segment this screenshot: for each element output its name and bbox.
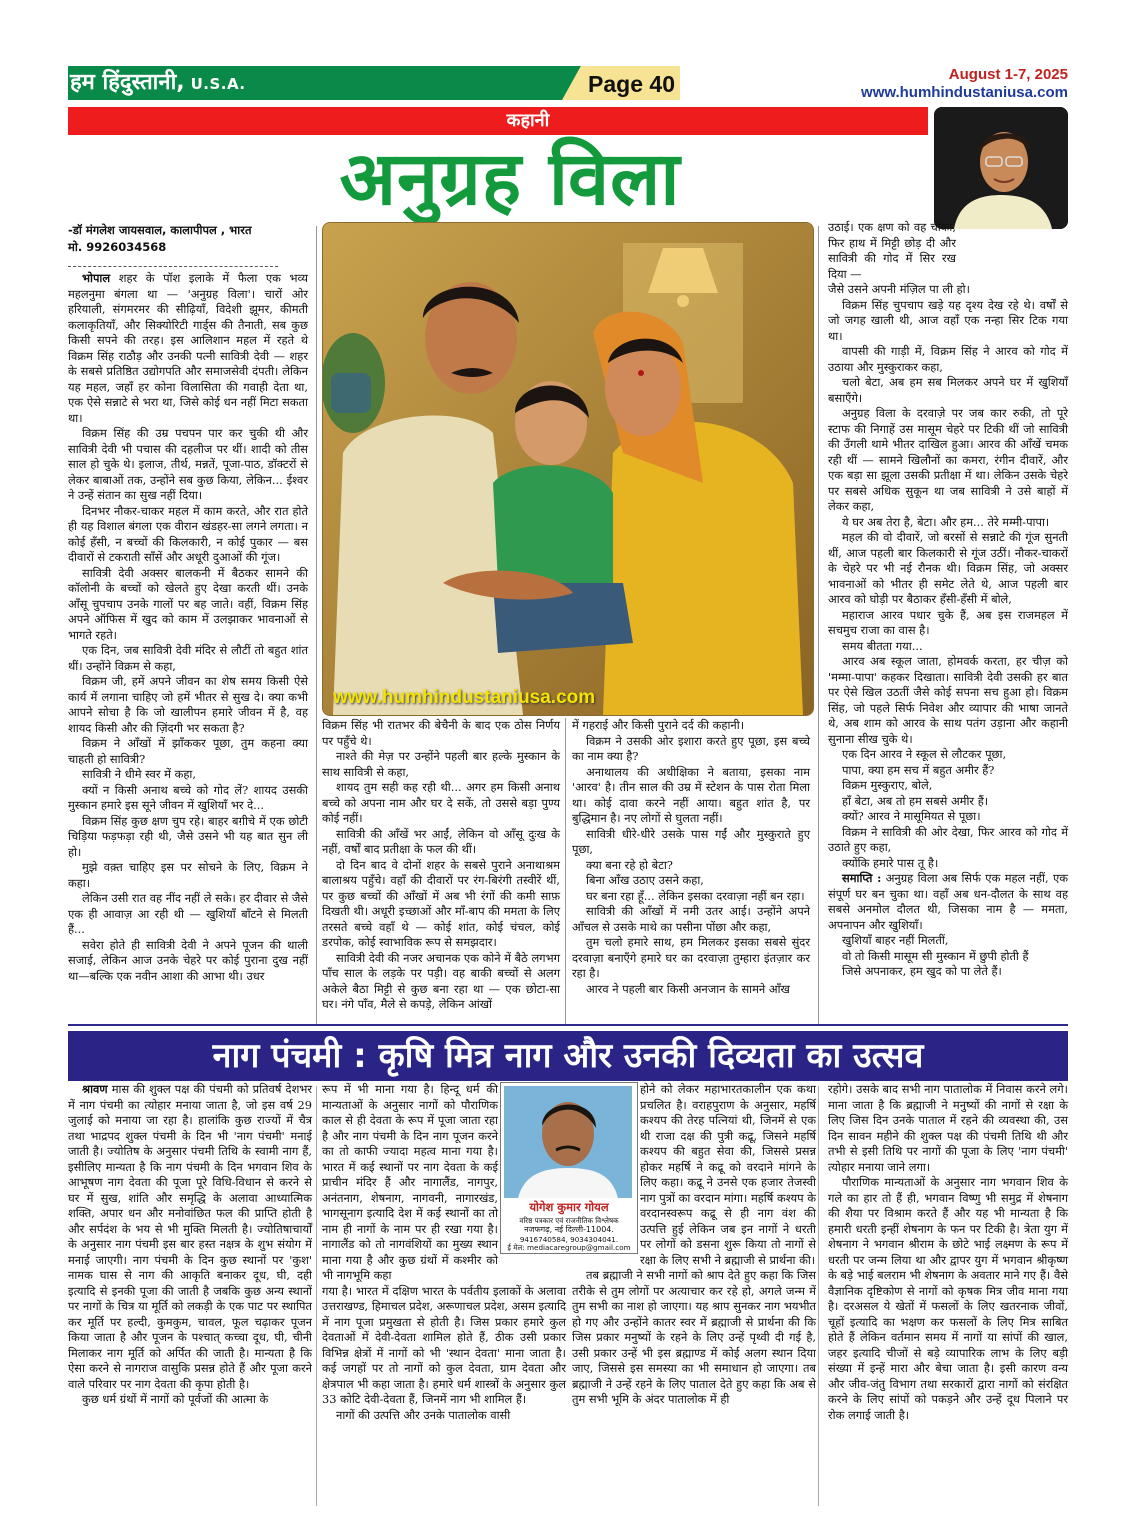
story-paragraph: विक्रम ने सावित्री की ओर देखा, फिर आरव को गोद में उठाते हुए कहा, — [828, 824, 1068, 854]
issue-date: August 1-7, 2025 — [948, 66, 1068, 83]
story-headline: अनुग्रह विला — [339, 136, 681, 222]
story-paragraph: एक दिन आरव ने स्कूल से लौटकर पूछा, — [842, 747, 1007, 761]
verse-line: खुशियाँ बाहर नहीं मिलतीं, — [842, 933, 949, 947]
story-column-4 — [828, 220, 1068, 980]
byline-divider — [68, 266, 278, 267]
story-paragraph: हाँ बेटा, अब तो हम सबसे अमीर हैं। — [842, 793, 989, 808]
newspaper-logo — [70, 68, 246, 98]
byline: -डॉ मंगलेश जायसवाल, कालापीपल , भारत — [68, 223, 252, 237]
writer-name: योगेश कुमार गोयल — [529, 1200, 609, 1214]
story-paragraph: विक्रम जी, हमें अपने जीवन का शेष समय किसी ऐसे कार्य में लगाना चाहिए जो हमें भीतर से सुख दे। क्या कभी आपने सोचा है कि जो खालीपन हमारे जीवन में है, वह शायद किसी और की ज़िंदगी भर सकता है? — [68, 674, 308, 735]
story-paragraph: महल की वो दीवारें, जो बरसों से सन्नाटे की गूंज सुनती थीं, आज पहली बार किलकारी से गूंज उठीं। नौकर-चाकरों के चेहरे पर भी नई रौनक थी। विक्रम सिंह, जो अक्सर भावनाओं को भीतर ही समेट लेते थे, आज पहली बार आरव को घोड़ी पर बैठाकर हँसी-हँसी में बोले, — [828, 530, 1068, 606]
story-paragraph: उठाई। एक क्षण को वह चौंका, फिर हाथ में मिट्टी छोड़ दी और सावित्री की गोद में सिर रख दिया — — [828, 220, 956, 281]
story-paragraph: विक्रम सिंह चुपचाप खड़े यह दृश्य देख रहे थे। वर्षों से जो जगह खाली थी, आज वहाँ एक नन्हा सिर टिक गया था। — [828, 297, 1068, 343]
column-divider — [818, 1086, 819, 1506]
story-paragraph: नाश्ते की मेज़ पर उन्होंने पहली बार हल्के मुस्कान के साथ सावित्री से कहा, — [322, 749, 560, 779]
article-paragraph: कुछ धर्म ग्रंथों में नागों को पूर्वजों की आत्मा के — [82, 1392, 269, 1406]
section-label-text: कहानी — [506, 110, 550, 131]
story-paragraph: मुझे वक़्त चाहिए इस पर सोचने के लिए, विक्रम ने कहा। — [68, 860, 308, 890]
column-divider — [316, 1086, 317, 1506]
writer-phones: 9416740584, 9034304041. — [519, 1235, 619, 1244]
story-paragraph: वापसी की गाड़ी में, विक्रम सिंह ने आरव को गोद में उठाया और मुस्कुराकर कहा, — [828, 344, 1068, 374]
story-paragraph — [68, 271, 308, 426]
column-divider — [818, 226, 819, 1026]
story-paragraph: सावित्री देवी की नजर अचानक एक कोने में बैठे लगभग पाँच साल के लड़के पर पड़ी। वह बाकी बच्चों से अलग अकेले बैठा मिट्टी से कुछ बना रहा था — एक छोटा-सा घर। नंगे पाँव, मैले से कपड़े, लेकिन आंखों — [322, 950, 560, 1011]
author-photo — [934, 107, 1068, 229]
image-watermark: www.humhindustaniusa.com — [333, 687, 596, 708]
article-paragraph: होने को लेकर महाभारतकालीन एक कथा प्रचलित है। वराहपुराण के अनुसार, महर्षि कश्यप की तेरह पत्नियां थी, जिनमें से एक थी राजा दक्ष की पुत्री कद्रू, जिसने महर्षि कश्यप की बहुत सेवा की, जिससे प्रसन्न होकर महर्षि ने कद्रू को वरदाने मांगने के लिए कहा। कद्रू ने उनसे एक हजार तेजस्वी नाग पुत्रों का वरदान मांगा। महर्षि कश्यप के वरदानस्वरूप कद्रू से ही नाग वंश की उत्पत्ति हुई लेकिन जब इन नागों ने धरती पर लोगों को डसना शुरू किया तो नागों से रक्षा के लिए सभी ने ब्रह्माजी से प्रार्थना की। — [640, 1082, 816, 1267]
article-paragraph — [68, 1082, 312, 1392]
story-paragraph: सावित्री देवी अक्सर बालकनी में बैठकर सामने की कॉलोनी के बच्चों को खेलते हुए देखा करती थीं। उनके आँसू चुपचाप उनके गालों पर बह जाते। वहीं, विक्रम सिंह अपने ऑफिस में खुद को काम में उलझाकर भावनाओं से भागते रहते। — [68, 565, 308, 642]
story-paragraph: घर बना रहा हूँ... लेकिन इसका दरवाज़ा नहीं बन रहा। — [586, 888, 805, 903]
writer-email[interactable]: ई मेल: mediacaregroup@gmail.com — [507, 1243, 631, 1252]
website-link[interactable]: www.humhindustaniusa.com — [861, 84, 1068, 101]
writer-address: नजफगढ़, नई दिल्ली-11004. — [524, 1225, 614, 1234]
conclusion-paragraph — [828, 871, 1068, 933]
conclusion-label: समाप्ति : — [842, 871, 882, 885]
story-paragraph: क्योंकि हमारे पास तू है। — [842, 855, 939, 870]
story-paragraph: क्या बना रहे हो बेटा? — [586, 857, 673, 872]
verse-line: जिसे अपनाकर, हम खुद को पा लेते हैं। — [842, 964, 1002, 978]
lead-word: भोपाल — [82, 271, 111, 285]
story-paragraph: लेकिन उसी रात वह नींद नहीं ले सके। हर दीवार से जैसे एक ही आवाज़ आ रही थी — खुशियाँ बाँटने से मिलती हैं... — [68, 891, 308, 936]
article-paragraph: पौराणिक मान्यताओं के अनुसार नाग भगवान शिव के गले का हार तो हैं ही, भगवान विष्णु भी समुद्र में शेषनाग की शैया पर विश्राम करते हैं और यह भी मान्यता है कि हमारी धरती इन्हीं शेषनाग के फन पर टिकी है। त्रेता युग में शेषनाग ने भगवान श्रीराम के छोटे भाई लक्ष्मण के रूप में धरती पर जन्म लिया था और द्वापर युग में भगवान श्रीकृष्ण के बड़े भाई बलराम भी शेषनाग के अवतार माने गए हैं। वैसे वैज्ञानिक दृष्टिकोण से नागों को कृषक मित्र जीव माना गया है। दरअसल ये खेतों में फसलों के लिए खतरनाक जीवों, चूहों इत्यादि का भक्षण कर फसलों के लिए मित्र साबित होते हैं लेकिन वर्तमान समय में नागों या सांपों की खाल, जहर इत्यादि चीजों से बड़े व्यापारिक लाभ के लिए बड़ी संख्या में इन्हें मारा और बेचा जाता है। इसी कारण वन्य और जीव-जंतु विभाग तथा सरकारों द्वारा नागों को संरक्षित करने के लिए सांपों को पकड़ने और उन्हें दूध पिलाने पर रोक लगाई जाती है। — [828, 1175, 1068, 1422]
family-painting-icon — [323, 223, 813, 715]
story-paragraph: क्यों? आरव ने मासूमियत से पूछा। — [842, 809, 981, 823]
logo-suffix: U.S.A. — [190, 75, 246, 93]
nag-panchami-headline: नाग पंचमी : कृषि मित्र नाग और उनकी दिव्यता का उत्सव — [212, 1036, 924, 1076]
story-column-1 — [68, 222, 308, 984]
article-paragraph: गया है। भारत में दक्षिण भारत के पर्वतीय इलाकों के अलावा उत्तराखण्ड, हिमाचल प्रदेश, अरूणाचल प्रदेश, असम इत्यादि में नाग पूजा प्रमुखता से होती है। जिस प्रकार हमारे कुल देवताओं में देवी-देवता शामिल होते हैं, ठीक उसी प्रकार विभिन्न क्षेत्रों में नागों को भी 'स्थान देवता' माना जाता है। कई जगहों पर तो नागों को कुल देवता, ग्राम देवता और क्षेत्रपाल भी कहा जाता है। हमारे धर्म शास्त्रों के अनुसार कुल 33 कोटि देवी-देवता हैं, जिनमें नाग भी शामिल हैं। — [322, 1283, 566, 1406]
author-portrait-icon — [934, 107, 1068, 229]
story-paragraph: विक्रम सिंह की उम्र पचपन पार कर चुकी थी और सावित्री देवी भी पचास की दहलीज पर थीं। शादी को तीस साल हो चुके थे। इलाज, तीर्थ, मन्नतें, पूजा-पाठ, डॉक्टरों से लेकर बाबाओं तक, उन्होंने सब कुछ किया, लेकिन... ईश्वर ने उन्हें संतान का सुख नहीं दिया। — [68, 426, 308, 502]
story-paragraph: सावित्री की आँखों में नमी उतर आई। उन्होंने अपने आँचल से उसके माथे का पसीना पोंछा और कहा, — [572, 904, 810, 934]
author-phone: मो. 9926034568 — [68, 240, 167, 254]
article-paragraph: तब ब्रह्माजी ने सभी नागों को श्राप देते हुए कहा कि जिस तरीके से तुम लोगों पर अत्याचार कर रहे हो, अगले जन्म में तुम सभी का नाश हो जाएगा। यह श्राप सुनकर नाग भयभीत हो गए और उन्होंने कातर स्वर में ब्रह्माजी से प्रार्थना की कि जिस प्रकार मनुष्यों के रहने के लिए उन्हें पृथ्वी दी गई है, उसी प्रकार उन्हें भी इस ब्रह्माण्ड में कोई अलग स्थान दिया जाए, जिससे इस समस्या का भी समाधान हो जाएगा। तब ब्रह्माजी ने उन्हें रहने के लिए पाताल देते हुए कहा कि अब से तुम सभी भूमि के अंदर पातालोक में ही — [572, 1268, 816, 1406]
story-paragraph: सवेरा होते ही सावित्री देवी ने अपने पूजन की थाली सजाई, लेकिन आज उनके चेहरे पर कोई पुराना दुख नहीं था—बल्कि एक नवीन आशा की आभा थी। उधर — [68, 937, 308, 983]
story-paragraph: पापा, क्या हम सच में बहुत अमीर हैं? — [842, 762, 995, 777]
column-divider — [316, 226, 317, 1026]
nag-column-1 — [68, 1082, 312, 1408]
story-paragraph: आरव ने पहली बार किसी अनजान के सामने आँख — [586, 981, 790, 996]
story-paragraph: विक्रम ने आँखों में झाँककर पूछा, तुम कहना क्या चाहती हो सावित्री? — [68, 736, 308, 766]
story-paragraph: जैसे उसने अपनी मंज़िल पा ली हो। — [828, 282, 970, 296]
story-paragraph: विक्रम सिंह भी रातभर की बेचैनी के बाद एक ठोस निर्णय पर पहुँचे थे। — [322, 718, 560, 748]
nag-column-4 — [828, 1082, 1068, 1423]
article-paragraph: रूप में भी माना गया है। हिन्दू धर्म की मान्यताओं के अनुसार नागों को पौराणिक काल से ही देवता के रूप में पूजा जाता रहा है और नाग पंचमी के दिन नाग पूजन करने का तो काफी ज्यादा महत्व माना गया है। भारत में कई स्थानों पर नाग देवता के कई प्राचीन मंदिर हैं और नागालैंड, नागपुर, अनंतनाग, शेषनाग, नागवनी, नागारखंड, भागसूनाग इत्यादि देश में कई स्थानों का तो नाम ही नागों के नाम पर ही रखा गया है। नागालैंड को तो नागवंशियों का मुख्य स्थान माना गया है और कुछ ग्रंथों में कश्मीर को भी नागभूमि कहा — [322, 1082, 498, 1282]
conclusion-text: अनुग्रह विला अब सिर्फ एक महल नहीं, एक संपूर्ण घर बन चुका था। वहाँ अब धन-दौलत के साथ वह सबसे अनमोल दौलत थी, जिसका नाम है — ममता, अपनापन और खुशियाँ। — [828, 871, 1069, 932]
article-paragraph: रहोगे। उसके बाद सभी नाग पातालोक में निवास करने लगे। माना जाता है कि ब्रह्माजी ने मनुष्यों की नागों से रक्षा के लिए जिस दिन उनके पाताल में रहने की व्यवस्था की, उस दिन सावन महीने की शुक्ल पक्ष की पंचमी तिथि थी और तभी से इसी तिथि पर नागों की पूजा के लिए 'नाग पंचमी' त्योहार मनाया जाने लगा। — [828, 1082, 1068, 1174]
story-paragraph: शायद तुम सही कह रही थी... अगर हम किसी अनाथ बच्चे को अपना नाम और घर दे सकें, तो उससे बड़ा पुण्य कोई नहीं। — [322, 780, 560, 825]
story-paragraph: अनुग्रह विला के दरवाज़े पर जब कार रुकी, तो पूरे स्टाफ की निगाहें उस मासूम चेहरे पर टिकी थीं जो सावित्री की उँगली थामे भीतर दाखिल हुआ। आरव की आँखें चमक रही थीं — सामने खिलौनों का कमरा, रंगीन दीवारें, और एक बड़ा सा झूला उसकी प्रतीक्षा में था। लेकिन उसके चेहरे पर सबसे अधिक सुकून था जब सावित्री ने उसे बाहों में लेकर कहा, — [828, 406, 1068, 513]
story-column-3 — [572, 718, 810, 997]
column-divider — [565, 718, 566, 1024]
story-paragraph: विक्रम मुस्कुराए, बोले, — [842, 778, 933, 792]
story-paragraph: आरव अब स्कूल जाता, होमवर्क करता, हर चीज़ को 'मम्मा-पापा' कहकर दिखाता। सावित्री देवी उसकी हर बात पर ऐसे खिल उठतीं जैसे कोई सपना सच हुआ हो। विक्रम सिंह, जो पहले सिर्फ निवेश और व्यापार की भाषा जानते थे, अब शाम को आरव के साथ पतंग उड़ाना और कहानी सुनाना सीख चुके थे। — [828, 654, 1068, 746]
story-paragraph: सावित्री की आँखें भर आईं, लेकिन वो आँसू दुःख के नहीं, वर्षों बाद प्रतीक्षा के फल की थीं। — [322, 826, 560, 856]
paragraph-text: मास की शुक्ल पक्ष की पंचमी को प्रतिवर्ष देशभर में नाग पंचमी का त्योहार मनाया जाता है, जो इस वर्ष 29 जुलाई को मनाया जा रहा है। हालांकि कुछ राज्यों में चैत्र तथा भाद्रपद शुक्ल पंचमी के दिन भी 'नाग पंचमी' मनाई जाती है। ज्योतिष के अनुसार पंचमी तिथि के स्वामी नाग हैं, इसीलिए मान्यता है कि नाग पंचमी के दिन भगवान शिव के आभूषण नाग देवता की पूजा पूरे विधि-विधान से करने से घर में सुख, शांति और समृद्धि के अलावा आध्यात्मिक शक्ति, अपार धन और मनोवांछित फल की प्राप्ति होती है और सर्पदंश के भय से भी मुक्ति मिलती है। ज्योतिषाचार्यों के अनुसार नाग पंचमी इस बार हस्त नक्षत्र के शुभ संयोग में मनाई जाएगी। नाग पंचमी के दिन कुछ स्थानों पर 'कुश' नामक घास से नाग की आकृति बनाकर दूध, घी, दही इत्यादि से इनकी पूजा की जाती है जबकि कुछ अन्य स्थानों पर नागों के चित्र या मूर्ति को लकड़ी के एक पाट पर स्थापित कर मूर्ति पर हल्दी, कुमकुम, चावल, फूल चढ़ाकर पूजन किया जाता है और पूजन के पश्चात् कच्चा दूध, घी, चीनी मिलाकर नाग मूर्ति को अर्पित की जाती है। मान्यता है कि ऐसा करने से नागराज वासुकि प्रसन्न होते हैं और पूजा करने वाले परिवार पर नाग देवता की कृपा होती है। — [68, 1082, 312, 1391]
lead-word: श्रावण — [82, 1082, 108, 1096]
story-paragraph: महाराज आरव पधार चुके हैं, अब इस राजमहल में सचमुच राजा का वास है। — [828, 607, 1068, 637]
story-paragraph: में गहराई और किसी पुराने दर्द की कहानी। — [572, 718, 745, 732]
story-paragraph: दिनभर नौकर-चाकर महल में काम करते, और रात होते ही यह विशाल बंगला एक वीरान खंडहर-सा लगने लगता। न कोई हँसी, न बच्चों की किलकारी, न कोई पुकार — बस दीवारों से टकराती साँसें और अधूरी दुआओं की गूंज। — [68, 503, 308, 564]
story-paragraph: बिना आँख उठाए उसने कहा, — [586, 873, 704, 887]
nag-column-3 — [572, 1082, 816, 1408]
story-paragraph: ये घर अब तेरा है, बेटा। और हम... तेरे मम्मी-पापा। — [842, 514, 1050, 529]
story-paragraph: समय बीतता गया... — [842, 638, 923, 653]
story-paragraph: सावित्री ने धीमे स्वर में कहा, — [82, 767, 196, 781]
page-number: Page 40 — [588, 71, 675, 97]
section-divider — [68, 1024, 1068, 1026]
paragraph-text: शहर के पॉश इलाके में फैला एक भव्य महलनुमा बंगला था — 'अनुग्रह विला'। चारों ओर हरियाली, संगमरमर की सीढ़ियाँ, विदेशी झूमर, कीमती कलाकृतियाँ, और सिक्योरिटी गार्ड्स की तैनाती, सब कुछ किसी सपने की तरह। इस आलिशान महल में रहते थे विक्रम सिंह राठौड़ और उनकी पत्नी सावित्री देवी — शहर के सबसे प्रतिष्ठित उद्योगपति और समाजसेवी दंपती। लेकिन यह महल, जहाँ हर कोना विलासिता की गवाही देता था, एक ऐसे सन्नाटे से भरा था, जिसे कोई धन नहीं मिटा सकता था। — [68, 271, 308, 425]
story-paragraph: एक दिन, जब सावित्री देवी मंदिर से लौटीं तो बहुत शांत थीं। उन्होंने विक्रम से कहा, — [68, 643, 308, 673]
story-paragraph: चलो बेटा, अब हम सब मिलकर अपने घर में खुशियाँ बसाएँगे। — [828, 375, 1068, 405]
story-paragraph: दो दिन बाद वे दोनों शहर के सबसे पुराने अनाथाश्रम बालाश्रय पहुँचे। वहाँ की दीवारों पर रंग-बिरंगी तस्वीरें थीं, पर कुछ बच्चों की आँखों में अब भी रंगों की कमी साफ़ दिखती थी। अधूरी इच्छाओं और माँ-बाप की ममता के लिए तरसते बच्चे वहाँ थे — कोई शांत, कोई चंचल, कोई डरपोक, कोई स्वाभाविक रूप से समझदार। — [322, 857, 560, 949]
section-label — [68, 107, 1008, 135]
logo-text: हम हिंदुस्तानी, — [70, 70, 185, 95]
story-paragraph: विक्रम ने उसकी ओर इशारा करते हुए पूछा, इस बच्चे का नाम क्या है? — [572, 733, 810, 763]
story-paragraph: तुम चलो हमारे साथ, हम मिलकर इसका सबसे सुंदर दरवाज़ा बनाएँगे हमारे घर का दरवाज़ा तुम्हारा इंतज़ार कर रहा है। — [572, 935, 810, 980]
story-illustration — [322, 222, 814, 716]
story-paragraph: क्यों न किसी अनाथ बच्चे को गोद लें? शायद उसकी मुस्कान हमारे इस सूने जीवन में खुशियाँ भर दे... — [68, 782, 308, 812]
story-paragraph: अनाथालय की अधीक्षिका ने बताया, इसका नाम 'आरव' है। तीन साल की उम्र में स्टेशन के पास रोता मिला था। कोई दावा करने नहीं आया। बहुत शांत है, पर बुद्धिमान है। नए लोगों से घुलता नहीं। — [572, 764, 810, 825]
article-paragraph: नागों की उत्पत्ति और उनके पातालोक वासी — [336, 1407, 511, 1422]
writer-designation: वरिष्ठ पत्रकार एवं राजनीतिक विश्लेषक — [519, 1216, 619, 1225]
story-paragraph: सावित्री धीरे-धीरे उसके पास गईं और मुस्कुराते हुए पूछा, — [572, 826, 810, 856]
story-column-2 — [322, 718, 560, 1013]
story-paragraph: विक्रम सिंह कुछ क्षण चुप रहे। बाहर बग़ीचे में एक छोटी चिड़िया फड़फड़ा रही थी, जैसे उसने भी यह बात सुन ली हो। — [68, 813, 308, 859]
verse-line: वो तो किसी मासूम सी मुस्कान में छुपी होती हैं — [842, 948, 1029, 963]
